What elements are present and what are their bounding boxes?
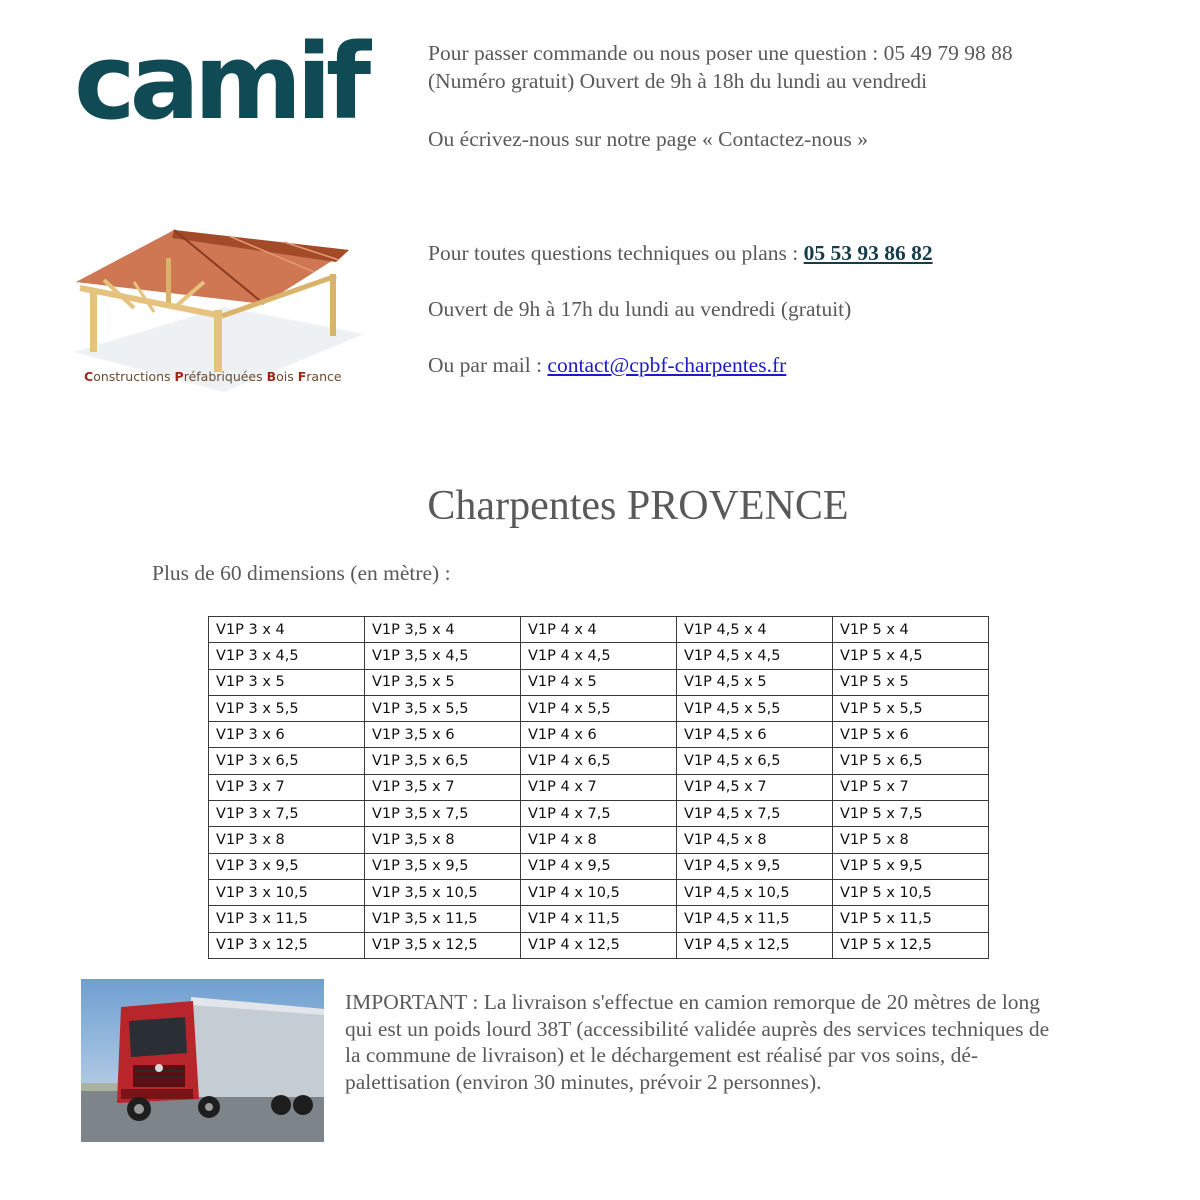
table-row bbox=[209, 748, 989, 774]
table-cell: V1P 4 x 7 bbox=[521, 774, 677, 800]
delivery-notice bbox=[345, 989, 1125, 1095]
table-cell: V1P 4,5 x 7,5 bbox=[677, 801, 833, 827]
table-cell: V1P 3,5 x 6 bbox=[365, 722, 521, 748]
table-cell: V1P 5 x 7,5 bbox=[833, 801, 989, 827]
order-phone-line: Pour passer commande ou nous poser une question : 05 49 79 98 88 bbox=[428, 41, 1013, 65]
table-cell: V1P 3,5 x 6,5 bbox=[365, 748, 521, 774]
table-cell: V1P 4 x 4 bbox=[521, 617, 677, 643]
table-cell: V1P 4,5 x 12,5 bbox=[677, 932, 833, 958]
table-row bbox=[209, 853, 989, 879]
table-cell: V1P 5 x 4,5 bbox=[833, 643, 989, 669]
table-cell: V1P 4 x 7,5 bbox=[521, 801, 677, 827]
table-cell: V1P 3 x 12,5 bbox=[209, 932, 365, 958]
table-cell: V1P 3,5 x 5,5 bbox=[365, 695, 521, 721]
tech-question-line: Pour toutes questions techniques ou plans : 05 53 93 86 82 bbox=[428, 241, 933, 265]
table-cell: V1P 5 x 4 bbox=[833, 617, 989, 643]
table-cell: V1P 4,5 x 6,5 bbox=[677, 748, 833, 774]
table-cell: V1P 3 x 8 bbox=[209, 827, 365, 853]
table-cell: V1P 4,5 x 8 bbox=[677, 827, 833, 853]
table-cell: V1P 5 x 7 bbox=[833, 774, 989, 800]
table-cell: V1P 3,5 x 5 bbox=[365, 669, 521, 695]
table-row bbox=[209, 774, 989, 800]
table-cell: V1P 4 x 9,5 bbox=[521, 853, 677, 879]
table-cell: V1P 4 x 11,5 bbox=[521, 906, 677, 932]
table-cell: V1P 4,5 x 11,5 bbox=[677, 906, 833, 932]
table-cell: V1P 4,5 x 5,5 bbox=[677, 695, 833, 721]
table-cell: V1P 3,5 x 4,5 bbox=[365, 643, 521, 669]
table-cell: V1P 5 x 5,5 bbox=[833, 695, 989, 721]
table-cell: V1P 4 x 10,5 bbox=[521, 879, 677, 905]
table-cell: V1P 3 x 5 bbox=[209, 669, 365, 695]
contact-page-line[interactable]: Ou écrivez-nous sur notre page « Contactez-nous » bbox=[428, 127, 869, 151]
order-hours-line: (Numéro gratuit) Ouvert de 9h à 18h du lundi au vendredi bbox=[428, 69, 928, 93]
table-cell: V1P 3 x 6,5 bbox=[209, 748, 365, 774]
table-row bbox=[209, 932, 989, 958]
notice-line: IMPORTANT : La livraison s'effectue en camion remorque de 20 mètres de long bbox=[345, 990, 1041, 1014]
table-cell: V1P 4 x 5,5 bbox=[521, 695, 677, 721]
dimensions-intro: Plus de 60 dimensions (en mètre) : bbox=[152, 561, 451, 585]
semi-truck-photo bbox=[81, 979, 324, 1142]
tech-hours-line: Ouvert de 9h à 17h du lundi au vendredi (gratuit) bbox=[428, 297, 852, 321]
table-cell: V1P 5 x 10,5 bbox=[833, 879, 989, 905]
table-cell: V1P 4,5 x 6 bbox=[677, 722, 833, 748]
camif-logo bbox=[72, 30, 388, 150]
table-cell: V1P 4 x 12,5 bbox=[521, 932, 677, 958]
table-row bbox=[209, 906, 989, 932]
table-row bbox=[209, 801, 989, 827]
notice-line: qui est un poids lourd 38T (accessibilité validée auprès des services techniques de bbox=[345, 1016, 1050, 1041]
table-cell: V1P 5 x 8 bbox=[833, 827, 989, 853]
table-cell: V1P 3,5 x 7,5 bbox=[365, 801, 521, 827]
table-cell: V1P 5 x 5 bbox=[833, 669, 989, 695]
mail-link[interactable]: contact@cpbf-charpentes.fr bbox=[547, 353, 787, 377]
table-cell: V1P 3,5 x 4 bbox=[365, 617, 521, 643]
table-cell: V1P 5 x 6,5 bbox=[833, 748, 989, 774]
table-cell: V1P 4,5 x 5 bbox=[677, 669, 833, 695]
table-cell: V1P 4,5 x 4,5 bbox=[677, 643, 833, 669]
table-cell: V1P 3 x 11,5 bbox=[209, 906, 365, 932]
table-cell: V1P 3,5 x 7 bbox=[365, 774, 521, 800]
table-cell: V1P 4 x 8 bbox=[521, 827, 677, 853]
table-cell: V1P 5 x 12,5 bbox=[833, 932, 989, 958]
table-cell: V1P 5 x 9,5 bbox=[833, 853, 989, 879]
table-cell: V1P 3,5 x 10,5 bbox=[365, 879, 521, 905]
table-cell: V1P 4 x 5 bbox=[521, 669, 677, 695]
notice-line: palettisation (environ 30 minutes, prévoir 2 personnes). bbox=[345, 1069, 822, 1094]
technical-contact-block bbox=[428, 239, 933, 379]
table-cell: V1P 3,5 x 8 bbox=[365, 827, 521, 853]
table-cell: V1P 3 x 7 bbox=[209, 774, 365, 800]
table-cell: V1P 4 x 6 bbox=[521, 722, 677, 748]
table-cell: V1P 4,5 x 10,5 bbox=[677, 879, 833, 905]
table-cell: V1P 4,5 x 4 bbox=[677, 617, 833, 643]
table-cell: V1P 3 x 6 bbox=[209, 722, 365, 748]
mail-line: Ou par mail : contact@cpbf-charpentes.fr bbox=[428, 353, 787, 377]
camif-logo-text: camif bbox=[74, 30, 366, 143]
table-row bbox=[209, 669, 989, 695]
tech-phone-link[interactable]: 05 53 93 86 82 bbox=[803, 241, 933, 265]
table-cell: V1P 3 x 10,5 bbox=[209, 879, 365, 905]
table-row bbox=[209, 827, 989, 853]
cpbf-logo-caption: Constructions Préfabriquées Bois France bbox=[84, 369, 342, 384]
table-row bbox=[209, 879, 989, 905]
table-cell: V1P 4 x 6,5 bbox=[521, 748, 677, 774]
dimensions-table bbox=[208, 616, 989, 959]
table-row bbox=[209, 617, 989, 643]
table-row bbox=[209, 643, 989, 669]
table-cell: V1P 3,5 x 11,5 bbox=[365, 906, 521, 932]
table-cell: V1P 3 x 9,5 bbox=[209, 853, 365, 879]
table-row bbox=[209, 722, 989, 748]
table-row bbox=[209, 695, 989, 721]
table-cell: V1P 3 x 4 bbox=[209, 617, 365, 643]
table-cell: V1P 4,5 x 7 bbox=[677, 774, 833, 800]
table-cell: V1P 3,5 x 12,5 bbox=[365, 932, 521, 958]
table-cell: V1P 3 x 4,5 bbox=[209, 643, 365, 669]
table-cell: V1P 3,5 x 9,5 bbox=[365, 853, 521, 879]
table-cell: V1P 4,5 x 9,5 bbox=[677, 853, 833, 879]
table-cell: V1P 3 x 7,5 bbox=[209, 801, 365, 827]
table-cell: V1P 5 x 6 bbox=[833, 722, 989, 748]
order-contact-block bbox=[428, 39, 1013, 153]
notice-line: la commune de livraison) et le déchargement est réalisé par vos soins, dé- bbox=[345, 1043, 979, 1067]
page-title: Charpentes PROVENCE bbox=[427, 483, 849, 529]
table-cell: V1P 4 x 4,5 bbox=[521, 643, 677, 669]
table-cell: V1P 5 x 11,5 bbox=[833, 906, 989, 932]
table-cell: V1P 3 x 5,5 bbox=[209, 695, 365, 721]
